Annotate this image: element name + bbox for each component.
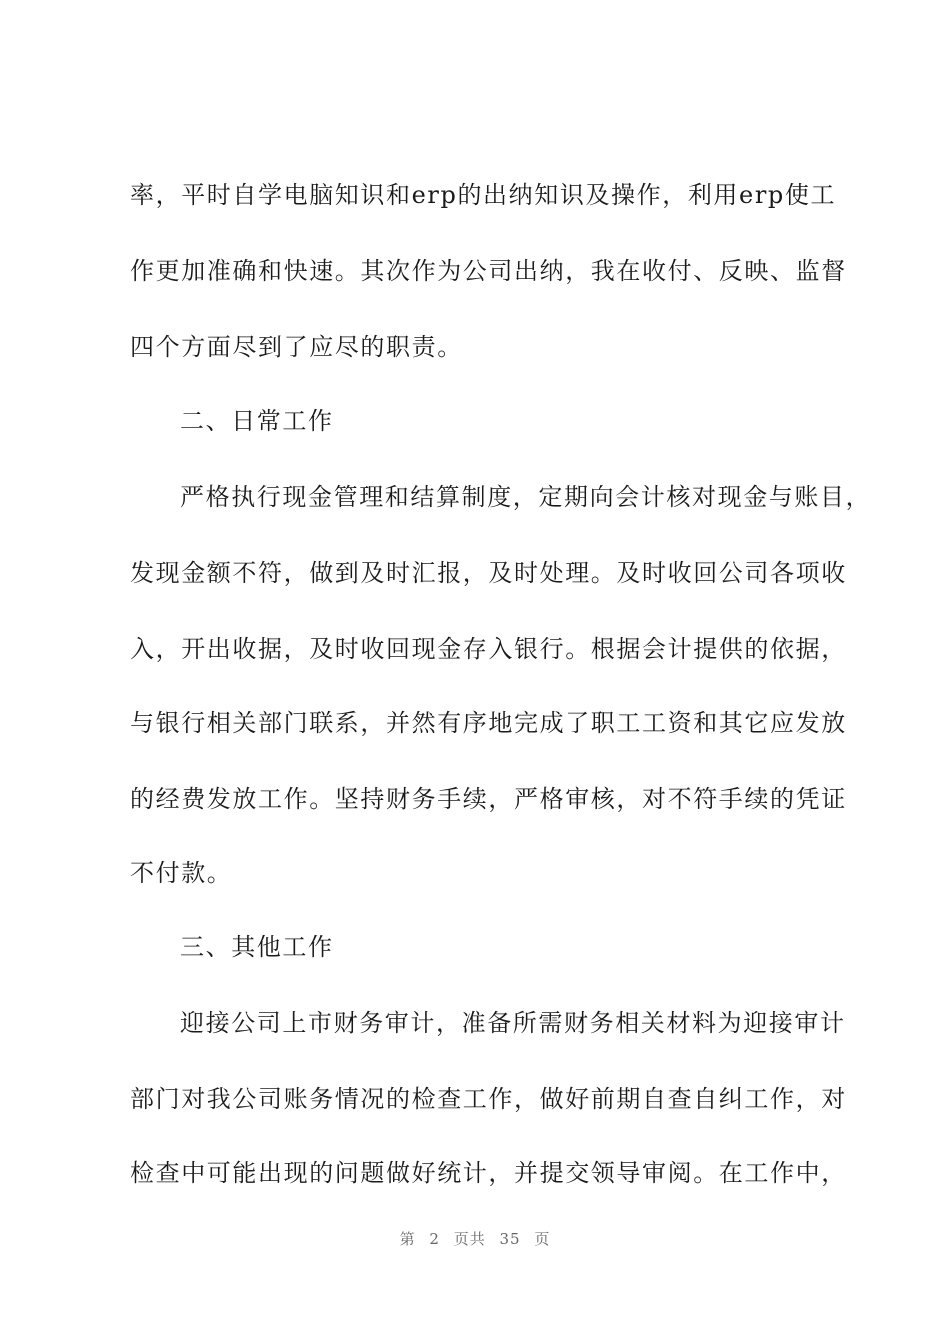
text-line: 不付款。 xyxy=(130,859,233,887)
text-line: 率，平时自学电脑知识和erp的出纳知识及操作，利用erp使工 xyxy=(130,181,837,209)
text-line: 发现金额不符，做到及时汇报，及时处理。及时收回公司各项收 xyxy=(130,559,847,587)
text-line: 严格执行现金管理和结算制度，定期向会计核对现金与账目， xyxy=(180,483,872,511)
section-heading: 二、日常工作 xyxy=(180,407,334,435)
text-line: 作更加准确和快速。其次作为公司出纳，我在收付、反映、监督 xyxy=(130,257,847,285)
text-line: 入，开出收据，及时收回现金存入银行。根据会计提供的依据， xyxy=(130,635,847,663)
text-line: 的经费发放工作。坚持财务手续，严格审核，对不符手续的凭证 xyxy=(130,785,847,813)
text-line: 与银行相关部门联系，并然有序地完成了职工工资和其它应发放 xyxy=(130,709,847,737)
text-line: 检查中可能出现的问题做好统计，并提交领导审阅。在工作中， xyxy=(130,1159,847,1187)
text-line: 迎接公司上市财务审计，准备所需财务相关材料为迎接审计 xyxy=(180,1009,846,1037)
text-line: 部门对我公司账务情况的检查工作，做好前期自查自纠工作，对 xyxy=(130,1085,847,1113)
text-line: 四个方面尽到了应尽的职责。 xyxy=(130,333,463,361)
section-heading: 三、其他工作 xyxy=(180,933,334,961)
page-footer: 第 2 页共 35 页 xyxy=(399,1230,551,1248)
